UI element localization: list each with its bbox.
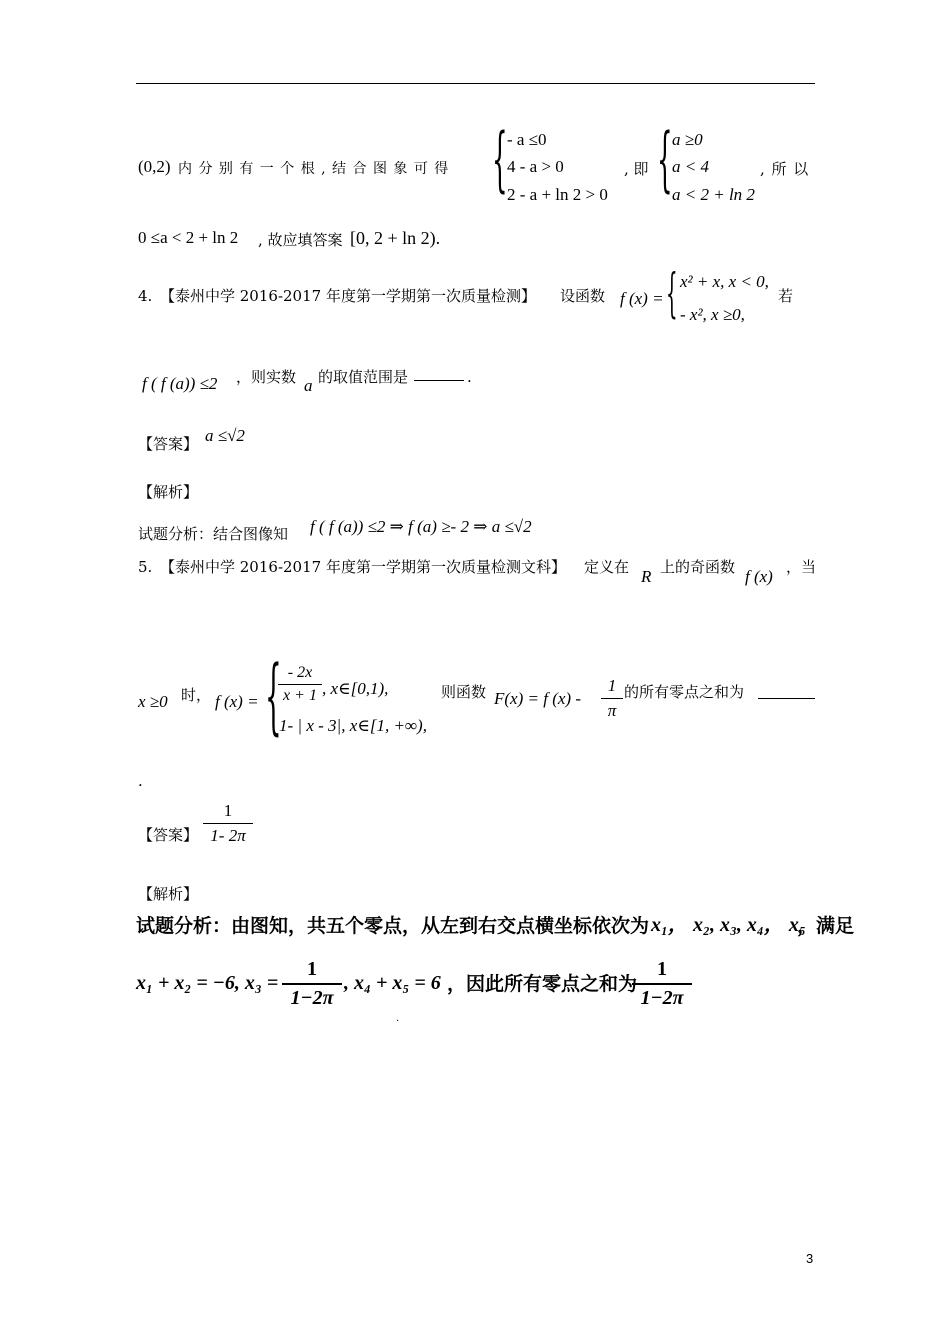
sys2-line1: a ≥0 [672,130,703,149]
q5-case1-numerator: - 2x [287,664,313,681]
q4-condition: f ( f (a)) ≤2 [142,374,218,393]
q4-end: . [467,368,472,386]
sys2-line3: a < 2 + ln 2 [672,185,755,204]
q5-text-b: 上的奇函数 [660,558,736,576]
system-brace: { [657,118,673,200]
interval: (0,2) [138,157,171,176]
fraction-bar [632,983,692,985]
block1-text-b: , 即 [624,160,649,178]
system-brace: { [492,118,508,200]
q5-case1-domain: , x∈[0,1), [322,679,389,698]
q5-text-c: ，当 [786,558,817,576]
header-rule [136,83,815,84]
q4-text-b: 若 [778,287,794,305]
q4-text-c: ，则实数 [236,368,297,386]
q5-text-f: 的所有零点之和为 [624,683,745,701]
q4-number: 4. [138,287,153,305]
q5-analysis-sum-fraction [632,958,692,1010]
q5-Fx: F(x) = f (x) - [494,689,581,708]
fraction-bar [278,684,322,685]
block1-text-c: , 所 以 [760,160,810,178]
cases-brace: { [666,264,678,324]
q5-dot: . [138,772,143,790]
q5-case2: 1- | x - 3|, x∈[1, +∞), [279,716,427,735]
q5-frac-denominator: π [607,701,617,720]
q5-one-over-pi [601,676,623,721]
q4-answer-blank [414,380,464,381]
q5-analysis-vars: x₁， x₂, x₃, x₄， x₅ [651,914,806,936]
q4-analysis-text: 试题分析：结合图像知 [138,525,289,543]
q5-fx2: f (x) = [215,692,259,711]
q5-answer-fraction [203,801,253,846]
q4-case2: - x², x ≥0, [680,305,745,324]
q5-analysis-eq-fraction [282,958,342,1010]
q5-small-dot: . [396,1013,400,1024]
q5-text-e: 则函数 [441,683,487,701]
q5-eq-numerator: 1 [307,958,317,980]
q4-text-d: 的取值范围是 [318,368,409,386]
q5-text-d: 时， [181,686,212,704]
q5-condition: x ≥0 [138,692,168,711]
q5-answer-label: 【答案】 [138,826,199,844]
q5-number: 5. [138,558,153,576]
q5-source: 【泰州中学 2016-2017 年度第一学期第一次质量检测文科】 [160,558,566,576]
page-number: 3 [806,1251,814,1266]
sys1-line2: 4 - a > 0 [507,157,564,176]
q5-analysis-text-g: ，满足 [797,915,855,937]
cases-brace: { [265,649,282,744]
sys1-line3: 2 - a + ln 2 > 0 [507,185,608,204]
q5-answer-denominator: 1- 2π [210,826,246,845]
q5-answer-blank [758,698,815,699]
fraction-bar [601,698,623,699]
q5-eq-denominator: 1−2π [290,987,334,1009]
fraction-bar [282,983,342,985]
block1-answer: [0, 2 + ln 2). [350,228,441,248]
q5-analysis-line1: 试题分析：由图知，共五个零点，从左到右交点横坐标依次为 [136,915,650,937]
q4-analysis-label: 【解析】 [138,483,199,501]
q5-analysis-text-h: ，因此所有零点之和为 [447,973,638,995]
q4-answer-label: 【答案】 [138,435,199,453]
q4-answer: a ≤√2 [205,426,245,445]
q4-var: a [304,376,313,395]
q5-analysis-label: 【解析】 [138,885,199,903]
q5-analysis-eq2: , x₄ + x₅ = 6 [344,972,441,994]
block1-text-a: 内 分 别 有 一 个 根 , 结 合 图 象 可 得 [178,161,450,177]
q4-analysis-math: f ( f (a)) ≤2 ⇒ f (a) ≥- 2 ⇒ a ≤√2 [310,517,532,536]
sys2-line2: a < 4 [672,157,709,176]
q5-case1-denominator: x + 1 [283,687,317,704]
q5-fx: f (x) [745,567,773,586]
q5-answer-numerator: 1 [223,801,233,820]
block1-text-d: , 故应填答案 [258,231,343,249]
q5-case1-fraction [278,664,322,705]
q5-text-a: 定义在 [584,558,630,576]
q5-sum-denominator: 1−2π [640,987,684,1009]
fraction-bar [203,823,253,824]
q5-sum-numerator: 1 [657,958,667,980]
q4-fx: f (x) = [620,289,664,308]
sys1-line1: - a ≤0 [507,130,547,149]
q4-text-a: 设函数 [560,287,606,305]
block1-result: 0 ≤a < 2 + ln 2 [138,228,239,247]
q4-case1: x² + x, x < 0, [680,272,769,291]
q5-R: R [641,567,652,586]
q5-analysis-eq1: x₁ + x₂ = −6, x₃ = [136,972,279,994]
q5-frac-numerator: 1 [607,676,617,695]
q4-source: 【泰州中学 2016-2017 年度第一学期第一次质量检测】 [160,287,536,305]
